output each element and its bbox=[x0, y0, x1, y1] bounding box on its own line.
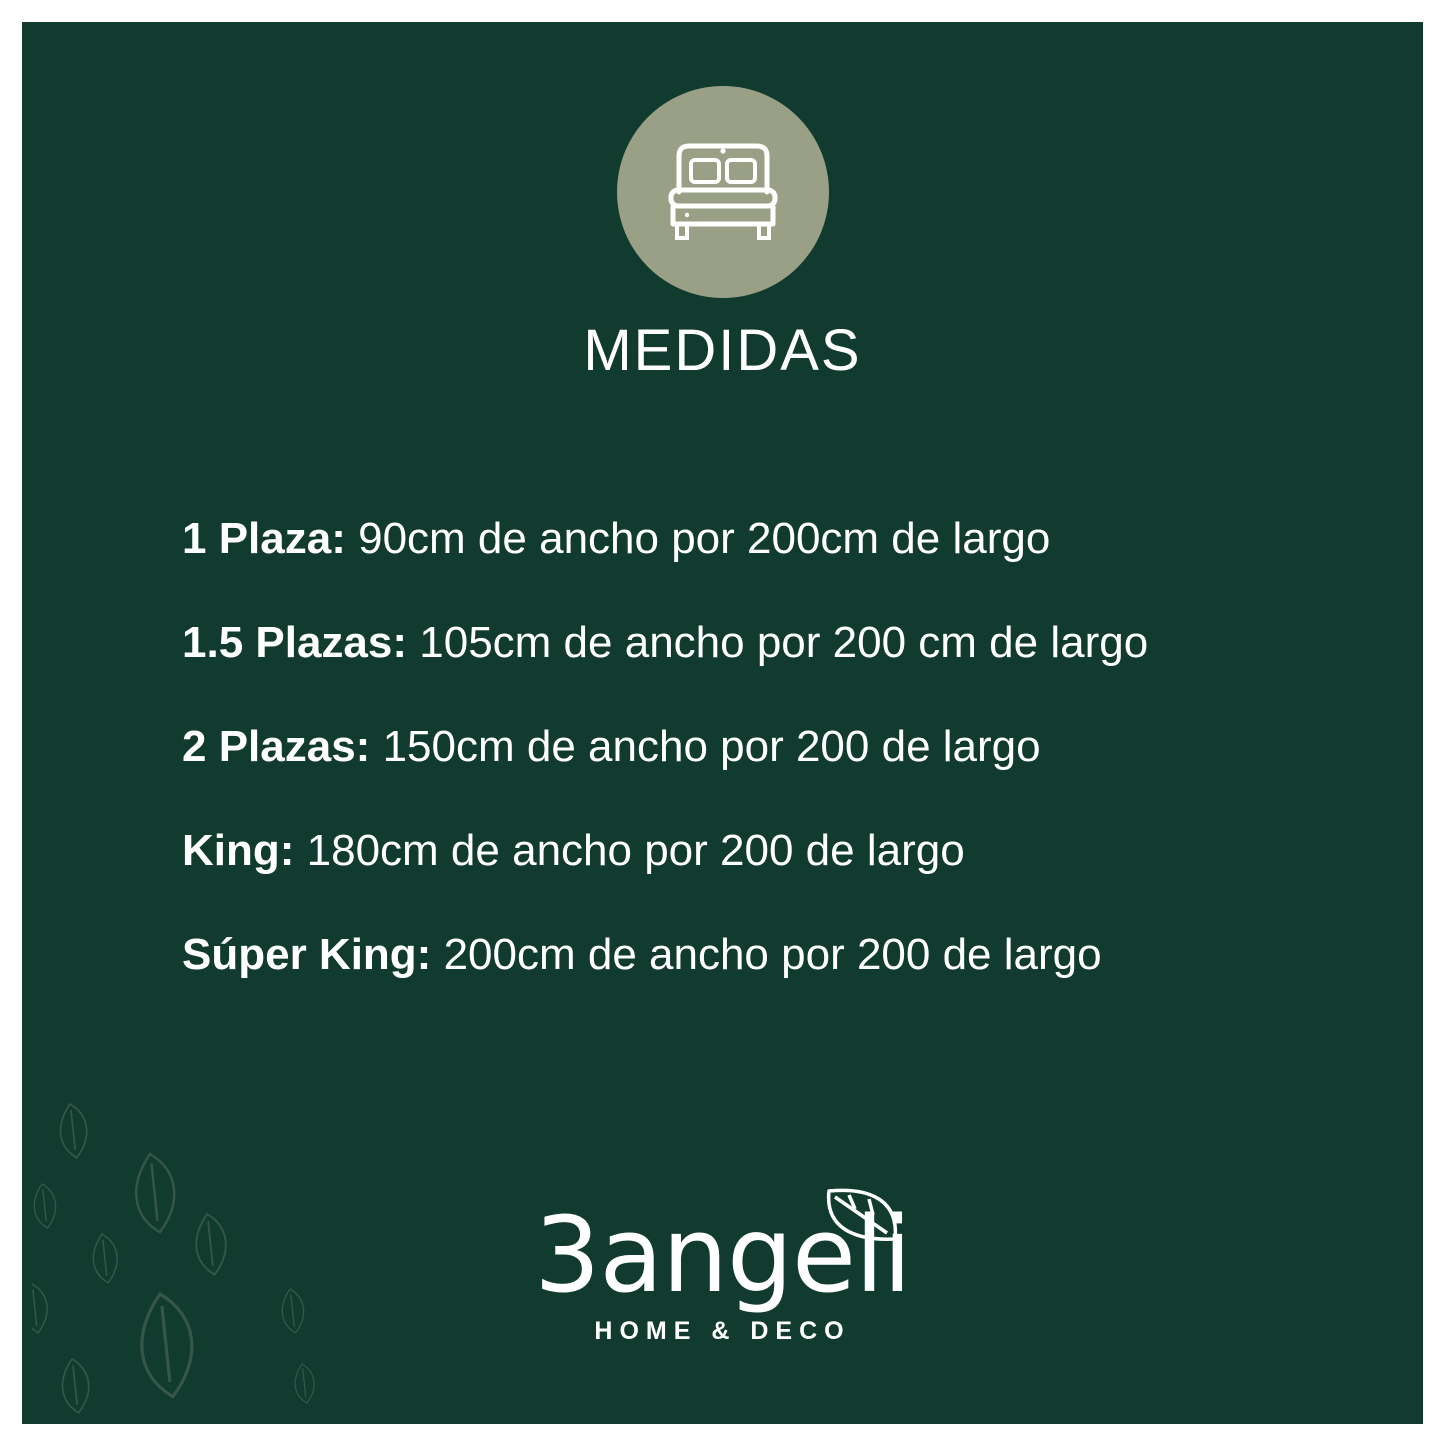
brand-tagline: HOME & DECO bbox=[594, 1317, 851, 1345]
bed-icon-badge bbox=[617, 86, 829, 298]
list-item bbox=[182, 799, 1343, 903]
list-item bbox=[182, 591, 1343, 695]
list-item bbox=[182, 487, 1343, 591]
measures-card bbox=[22, 22, 1423, 1424]
bed-icon bbox=[657, 134, 789, 250]
page-title: MEDIDAS bbox=[583, 318, 862, 383]
measure-value: 200cm de ancho por 200 de largo bbox=[443, 930, 1102, 979]
list-item bbox=[182, 695, 1343, 799]
measures-list bbox=[182, 487, 1343, 1007]
brand-name: 3angeli bbox=[534, 1194, 911, 1316]
measure-label: 1.5 Plazas: bbox=[182, 618, 408, 667]
measure-label: Súper King: bbox=[182, 930, 432, 979]
brand-name-wrap bbox=[534, 1194, 911, 1316]
brand-logo bbox=[22, 1194, 1423, 1346]
leaf-icon bbox=[825, 1159, 903, 1263]
measure-label: 1 Plaza: bbox=[182, 514, 346, 563]
measure-label: King: bbox=[182, 826, 295, 875]
measure-value: 105cm de ancho por 200 cm de largo bbox=[419, 618, 1149, 667]
measure-value: 90cm de ancho por 200cm de largo bbox=[358, 514, 1051, 563]
measure-label: 2 Plazas: bbox=[182, 722, 371, 771]
measure-value: 180cm de ancho por 200 de largo bbox=[306, 826, 965, 875]
measure-value: 150cm de ancho por 200 de largo bbox=[382, 722, 1041, 771]
list-item bbox=[182, 903, 1343, 1007]
